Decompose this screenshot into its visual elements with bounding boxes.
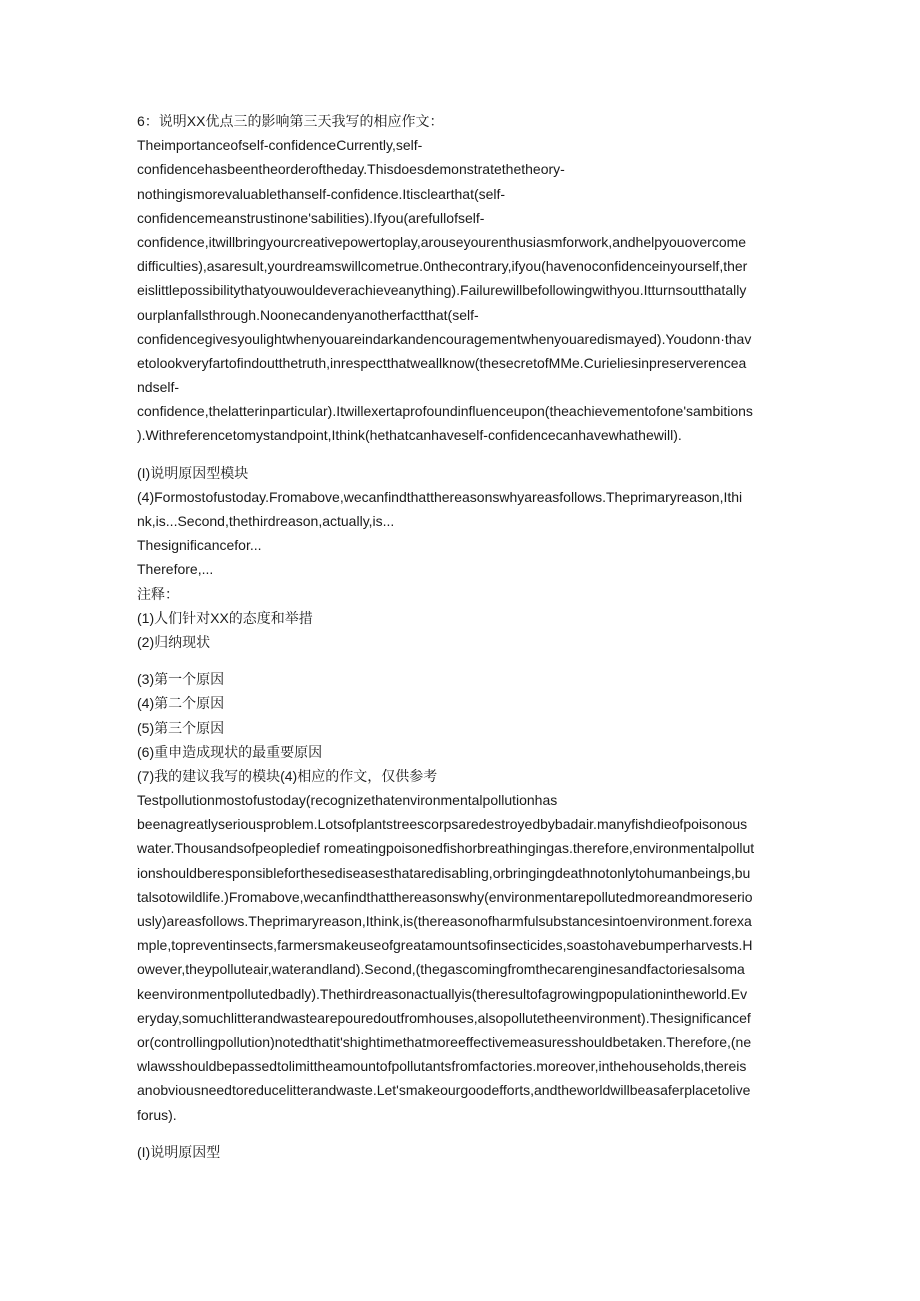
essay-2-line: eryday,somuchlitterandwastearepouredoutfromhouses,alsopollutetheenvironment).Thesignificancef bbox=[137, 1009, 751, 1026]
essay-1-line: nothingismorevaluablethanself-confidence.Itisclearthat(self- bbox=[137, 185, 506, 202]
notes-line: (7)我的建议我写的模块(4)相应的作文，仅供参考 bbox=[137, 767, 438, 784]
essay-2-line: ionshouldberesponsibleforthesediseasesthataredisabling,orbringingdeathnotonlytohumanbeings,bu bbox=[137, 864, 751, 881]
essay-2-line: or(controllingpollution)notedthatit'shightimethatmoreeffectivemeasuresshouldbetaken.Therefore,(ne bbox=[137, 1033, 752, 1050]
notes-line: (6)重申造成现状的最重要原因 bbox=[137, 743, 323, 760]
essay-2-line: mple,topreventinsects,farmersmakeuseofgreatamountsofinsecticides,soastohavebumperharvests.H bbox=[137, 937, 753, 954]
essay-2-line: forus). bbox=[137, 1106, 177, 1123]
essay-1-line: eislittlepossibilitythatyouwouldeverachieveanything).Failurewillbefollowingwithyou.Itturnsoutthatally bbox=[137, 282, 747, 299]
essay-1-line: confidence,thelatterinparticular).Itwillexertaprofoundinfluenceupon(theachievementofone'sambitions bbox=[137, 403, 753, 420]
essay-2-line: Testpollutionmostofustoday(recognizethatenvironmentalpollutionhas bbox=[137, 792, 558, 809]
section-heading: 6：说明XX优点三的影响第三天我写的相应作文： bbox=[137, 113, 444, 129]
notes-line: (1)人们针对XX的态度和举措 bbox=[137, 609, 313, 626]
essay-1-line: difficulties),asaresult,yourdreamswillcometrue.0nthecontrary,ifyou(havenoconfidenceinyourself,ther bbox=[137, 258, 748, 275]
notes-line: (2)归纳现状 bbox=[137, 633, 211, 650]
template-line: nk,is...Second,thethirdreason,actually,is... bbox=[137, 513, 395, 529]
essay-1-line: Theimportanceofself-confidenceCurrently,self- bbox=[137, 137, 423, 154]
essay-1-line: confidence,itwillbringyourcreativepowertoplay,arouseyourenthusiasmforwork,andhelpyouovercome bbox=[137, 233, 747, 250]
template-line: Thesignificancefor... bbox=[137, 537, 262, 554]
essay-1-line: ndself- bbox=[137, 379, 180, 396]
notes-b bbox=[137, 667, 785, 788]
notes-a bbox=[137, 582, 785, 655]
essay-2-line: owever,theypolluteair,waterandland).Second,(thegascomingfromthecarenginesandfactoriesalsoma bbox=[137, 961, 745, 978]
notes-line: (4)第二个原因 bbox=[137, 695, 225, 712]
notes-line: (5)第三个原因 bbox=[137, 719, 225, 736]
essay-1 bbox=[137, 109, 785, 448]
template-line: (4)Formostofustoday.Fromabove,wecanfindthatthereasonswhyareasfollows.Theprimaryreason,Ithi bbox=[137, 488, 743, 505]
essay-1-line: etolookveryfartofindoutthetruth,inrespectthatweallknow(thesecretofMMe.Curieliesinpreserverencea bbox=[137, 354, 747, 371]
essay-2-line: beenagreatlyseriousproblem.Lotsofplantstreescorpsaredestroyedbybadair.manyfishdieofpoisonous bbox=[137, 816, 748, 833]
essay-2-line: water.Thousandsofpeopledief romeatingpoisonedfishorbreathingingas.therefore,environmentalpollut bbox=[137, 840, 755, 857]
footer-section bbox=[137, 1140, 785, 1164]
essay-2 bbox=[137, 788, 785, 1127]
essay-2-line: talsotowildlife.)Fromabove,wecanfindthatthereasonswhy(environmentarepollutedmoreandmoreserio bbox=[137, 888, 753, 905]
essay-1-line: ).Withreferencetomystandpoint,Ithink(hethatcanhaveself-confidencecanhavewhathewill). bbox=[137, 427, 682, 444]
template-line: Therefore,... bbox=[137, 561, 214, 578]
footer-heading: (I)说明原因型 bbox=[137, 1143, 221, 1160]
template-module bbox=[137, 461, 785, 582]
template-line: (I)说明原因型模块 bbox=[137, 464, 249, 481]
essay-2-line: wlawsshouldbepassedtolimittheamountofpollutantsfromfactories.moreover,inthehouseholds,thereis bbox=[137, 1058, 747, 1075]
notes-line: (3)第一个原因 bbox=[137, 671, 225, 688]
essay-2-line: usly)areasfollows.Theprimaryreason,Ithink,is(thereasonofharmfulsubstancesintoenvironment.forexa bbox=[137, 913, 752, 929]
essay-1-line: confidencehasbeentheorderoftheday.Thisdoesdemonstratethetheory- bbox=[137, 161, 565, 178]
essay-2-line: anobviousneedtoreducelitterandwaste.Let'smakeourgoodefforts,andtheworldwillbeasaferplacetolive bbox=[137, 1082, 751, 1099]
essay-1-line: confidencegivesyoulightwhenyouareindarkandencouragementwhenyouaredismayed).Youdonn·thav bbox=[137, 330, 752, 347]
essay-1-line: ourplanfallsthrough.Noonecandenyanotherfactthat(self- bbox=[137, 306, 479, 323]
document-page bbox=[137, 109, 785, 1164]
essay-2-line: keenvironmentpollutedbadly).Thethirdreasonactuallyis(theresultofagrowingpopulationintheworld.Ev bbox=[137, 985, 748, 1002]
essay-1-line: confidencemeanstrustinone'sabilities).Ifyou(arefullofself- bbox=[137, 209, 485, 226]
notes-line: 注释： bbox=[137, 585, 179, 602]
